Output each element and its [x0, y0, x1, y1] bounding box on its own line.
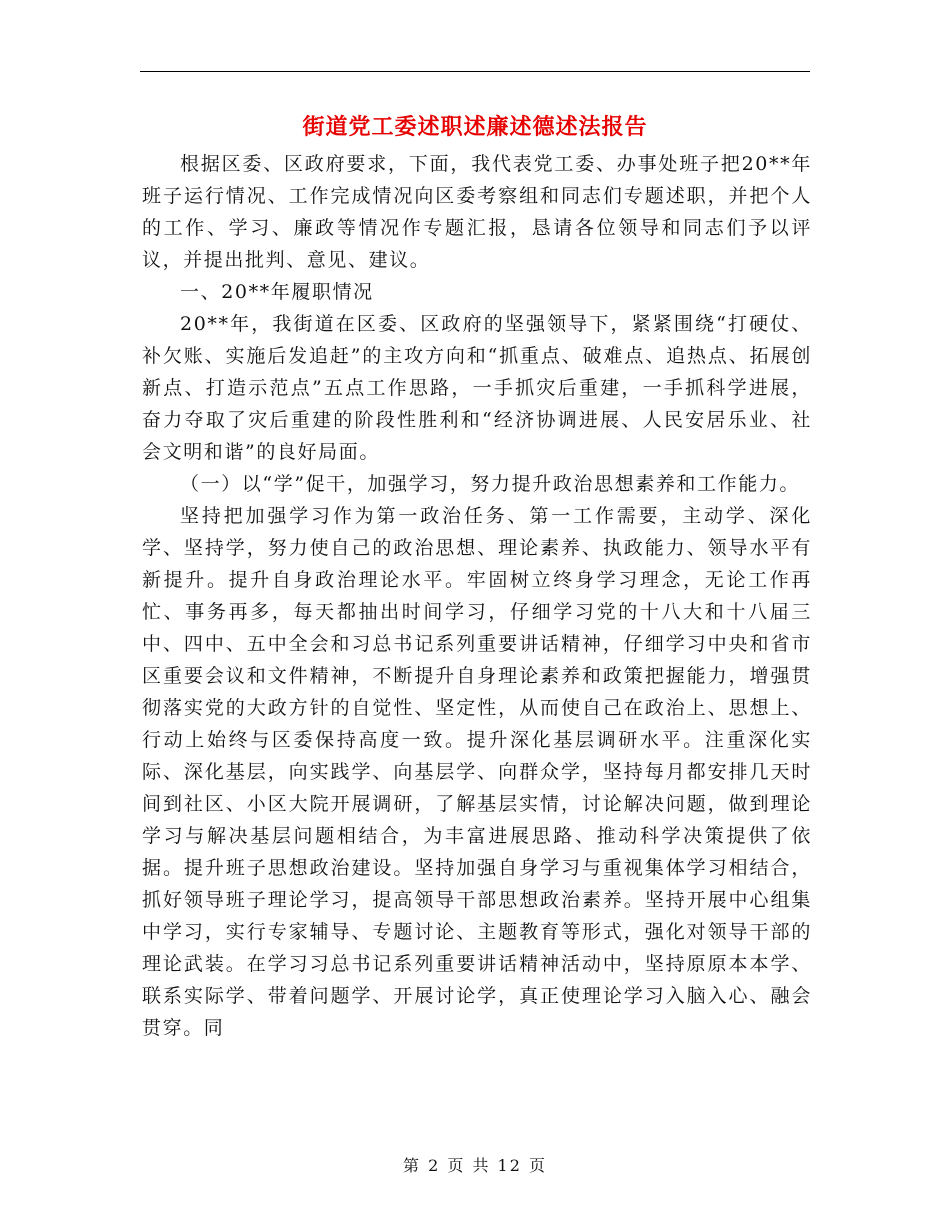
- header-rule: [140, 71, 810, 72]
- paragraph-overview: 20**年，我街道在区委、区政府的坚强领导下，紧紧围绕“打硬仗、补欠账、实施后发追赶”的主攻方向和“抓重点、破难点、追热点、拓展创新点、打造示范点”五点工作思路，一手抓灾后重建，一手抓科学进展，奋力夺取了灾后重建的阶段性胜利和“经济协调进展、人民安居乐业、社会文明和谐”的良好局面。: [142, 313, 812, 463]
- paragraph-study: 坚持把加强学习作为第一政治任务、第一工作需要，主动学、深化学、坚持学，努力使自己的政治思想、理论素养、执政能力、领导水平有新提升。提升自身政治理论水平。牢固树立终身学习理念，无论工作再忙、事务再多，每天都抽出时间学习，仔细学习党的十八大和十八届三中、四中、五中全会和习总书记系列重要讲话精神，仔细学习中央和省市区重要会议和文件精神，不断提升自身理论素养和政策把握能力，增强贯彻落实党的大政方针的自觉性、坚定性，从而使自己在政治上、思想上、行动上始终与区委保持高度一致。提升深化基层调研水平。注重深化实际、深化基层，向实践学、向基层学、向群众学，坚持每月都安排几天时间到社区、小区大院开展调研，了解基层实情，讨论解决问题，做到理论学习与解决基层问题相结合，为丰富进展思路、推动科学决策提供了依据。提升班子思想政治建设。坚持加强自身学习与重视集体学习相结合，抓好领导班子理论学习，提高领导干部思想政治素养。坚持开展中心组集中学习，实行专家辅导、专题讨论、主题教育等形式，强化对领导干部的理论武装。在学习习总书记系列重要讲话精神活动中，坚持原原本本学、联系实际学、带着问题学、开展讨论学，真正使理论学习入脑入心、融会贯穿。同: [142, 505, 812, 1039]
- document-title: 街道党工委述职述廉述德述法报告: [302, 114, 648, 140]
- page-footer: 第 2 页 共 12 页: [403, 1156, 547, 1175]
- paragraph-intro: 根据区委、区政府要求，下面，我代表党工委、办事处班子把20**年班子运行情况、工作完成情况向区委考察组和同志们专题述职，并把个人的工作、学习、廉政等情况作专题汇报，恳请各位领导和同志们予以评议，并提出批判、意见、建议。: [142, 153, 812, 271]
- document-body: [142, 148, 812, 1044]
- section-heading-1: 一、20**年履职情况: [180, 281, 374, 303]
- subsection-heading-1: （一）以“学”促干，加强学习，努力提升政治思想素养和工作能力。: [180, 473, 801, 495]
